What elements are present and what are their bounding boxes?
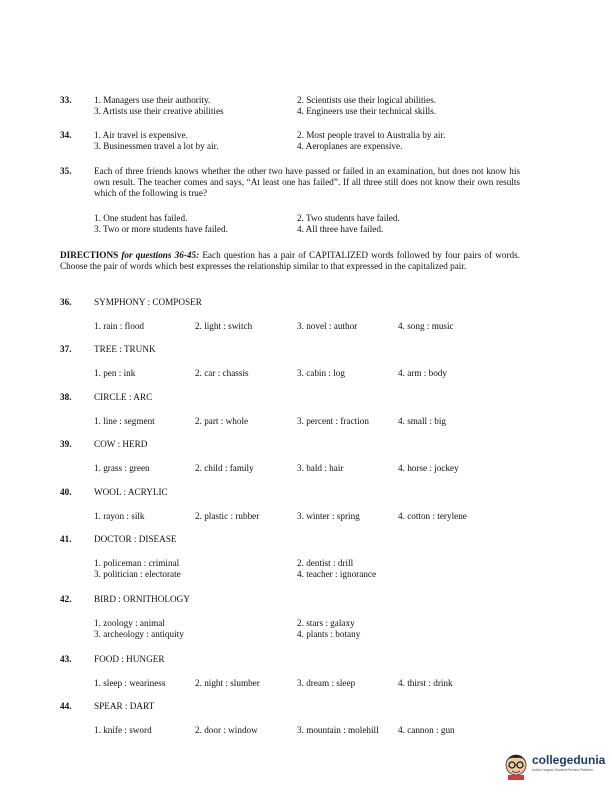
question-number: 34. — [60, 130, 72, 140]
question-number: 41. — [60, 534, 72, 544]
question-text: Each of three friends knows whether the other two have passed or failed in an examination, but does not know his own result. The teacher comes and says, “At least one has failed”. If all three still does not know their own results which of the following is true? — [94, 166, 520, 198]
mascot-icon — [502, 750, 530, 780]
directions-text: Each question has a pair of CAPITALIZED words followed by four pairs of words. Choose the pair of words which best expresses the relationship similar to that expressed in the capitalized pair. — [60, 250, 521, 271]
option-1: 1. One student has failed. — [94, 213, 188, 223]
option-1: 1. zoology : animal — [94, 618, 165, 628]
option-2: 2. dentist : drill — [297, 558, 354, 568]
question-stem: WOOL : ACRYLIC — [94, 487, 168, 497]
option-2: 2. Scientists use their logical abilities. — [297, 95, 437, 105]
question-number: 39. — [60, 439, 72, 449]
directions-range: for questions 36-45: — [118, 250, 200, 260]
option-2: 2. door : window — [195, 725, 258, 735]
option-4: 4. cannon : gun — [398, 725, 455, 735]
option-3: 3. cabin : log — [297, 368, 345, 378]
question-stem: COW : HERD — [94, 439, 148, 449]
question-stem: CIRCLE : ARC — [94, 392, 153, 402]
option-3: 3. winter : spring — [297, 511, 360, 521]
question-number: 38. — [60, 392, 72, 402]
option-4: 4. All three have failed. — [297, 224, 384, 234]
collegedunia-logo — [502, 750, 606, 780]
option-4: 4. song : music — [398, 321, 454, 331]
option-3: 3. Businessmen travel a lot by air. — [94, 141, 219, 151]
question-number: 43. — [60, 654, 72, 664]
option-2: 2. plastic : rubber — [195, 511, 260, 521]
option-1: 1. Air travel is expensive. — [94, 130, 188, 140]
option-4: 4. plants : botany — [297, 629, 361, 639]
option-4: 4. thirst : drink — [398, 678, 453, 688]
option-3: 3. bald : hair — [297, 463, 344, 473]
directions-label: DIRECTIONS — [60, 250, 119, 260]
option-1: 1. sleep : weariness — [94, 678, 166, 688]
option-2: 2. part : whole — [195, 416, 249, 426]
option-3: 3. percent : fraction — [297, 416, 369, 426]
option-1: 1. policeman : criminal — [94, 558, 180, 568]
option-4: 4. Aeroplanes are expensive. — [297, 141, 403, 151]
question-number: 37. — [60, 344, 72, 354]
question-stem: FOOD : HUNGER — [94, 654, 165, 664]
option-2: 2. light : switch — [195, 321, 253, 331]
question-number: 33. — [60, 95, 72, 105]
option-2: 2. stars : galaxy — [297, 618, 355, 628]
option-2: 2. child : family — [195, 463, 254, 473]
option-3: 3. Two or more students have failed. — [94, 224, 228, 234]
option-4: 4. teacher : ignorance — [297, 569, 377, 579]
question-stem: DOCTOR : DISEASE — [94, 534, 177, 544]
option-4: 4. cotton : terylene — [398, 511, 467, 521]
option-1: 1. Managers use their authority. — [94, 95, 211, 105]
option-2: 2. Two students have failed. — [297, 213, 400, 223]
question-number: 40. — [60, 487, 72, 497]
option-2: 2. Most people travel to Australia by air. — [297, 130, 446, 140]
question-stem: SYMPHONY : COMPOSER — [94, 297, 202, 307]
question-number: 42. — [60, 594, 72, 604]
option-4: 4. arm : body — [398, 368, 447, 378]
option-1: 1. rain : flood — [94, 321, 145, 331]
option-3: 3. novel : author — [297, 321, 358, 331]
question-stem: SPEAR : DART — [94, 701, 155, 711]
option-4: 4. small : big — [398, 416, 446, 426]
option-2: 2. car : chassis — [195, 368, 249, 378]
option-1: 1. rayon : silk — [94, 511, 145, 521]
option-1: 1. knife : sword — [94, 725, 152, 735]
question-stem: TREE : TRUNK — [94, 344, 156, 354]
option-1: 1. pen : ink — [94, 368, 136, 378]
question-number: 44. — [60, 701, 72, 711]
question-number: 35. — [60, 166, 72, 176]
question-stem: BIRD : ORNITHOLOGY — [94, 594, 190, 604]
logo-tagline: India's largest Student Review Platform — [532, 768, 593, 772]
logo-name: collegedunia — [532, 753, 606, 767]
option-2: 2. night : slumber — [195, 678, 260, 688]
option-3: 3. archeology : antiquity — [94, 629, 184, 639]
option-3: 3. dream : sleep — [297, 678, 356, 688]
option-4: 4. Engineers use their technical skills. — [297, 106, 437, 116]
option-3: 3. politician : electorate — [94, 569, 181, 579]
option-1: 1. grass : green — [94, 463, 150, 473]
option-3: 3. Artists use their creative abilities — [94, 106, 224, 116]
option-3: 3. mountain : molehill — [297, 725, 379, 735]
question-number: 36. — [60, 297, 72, 307]
directions — [60, 250, 520, 272]
option-4: 4. horse : jockey — [398, 463, 459, 473]
option-1: 1. line : segment — [94, 416, 155, 426]
